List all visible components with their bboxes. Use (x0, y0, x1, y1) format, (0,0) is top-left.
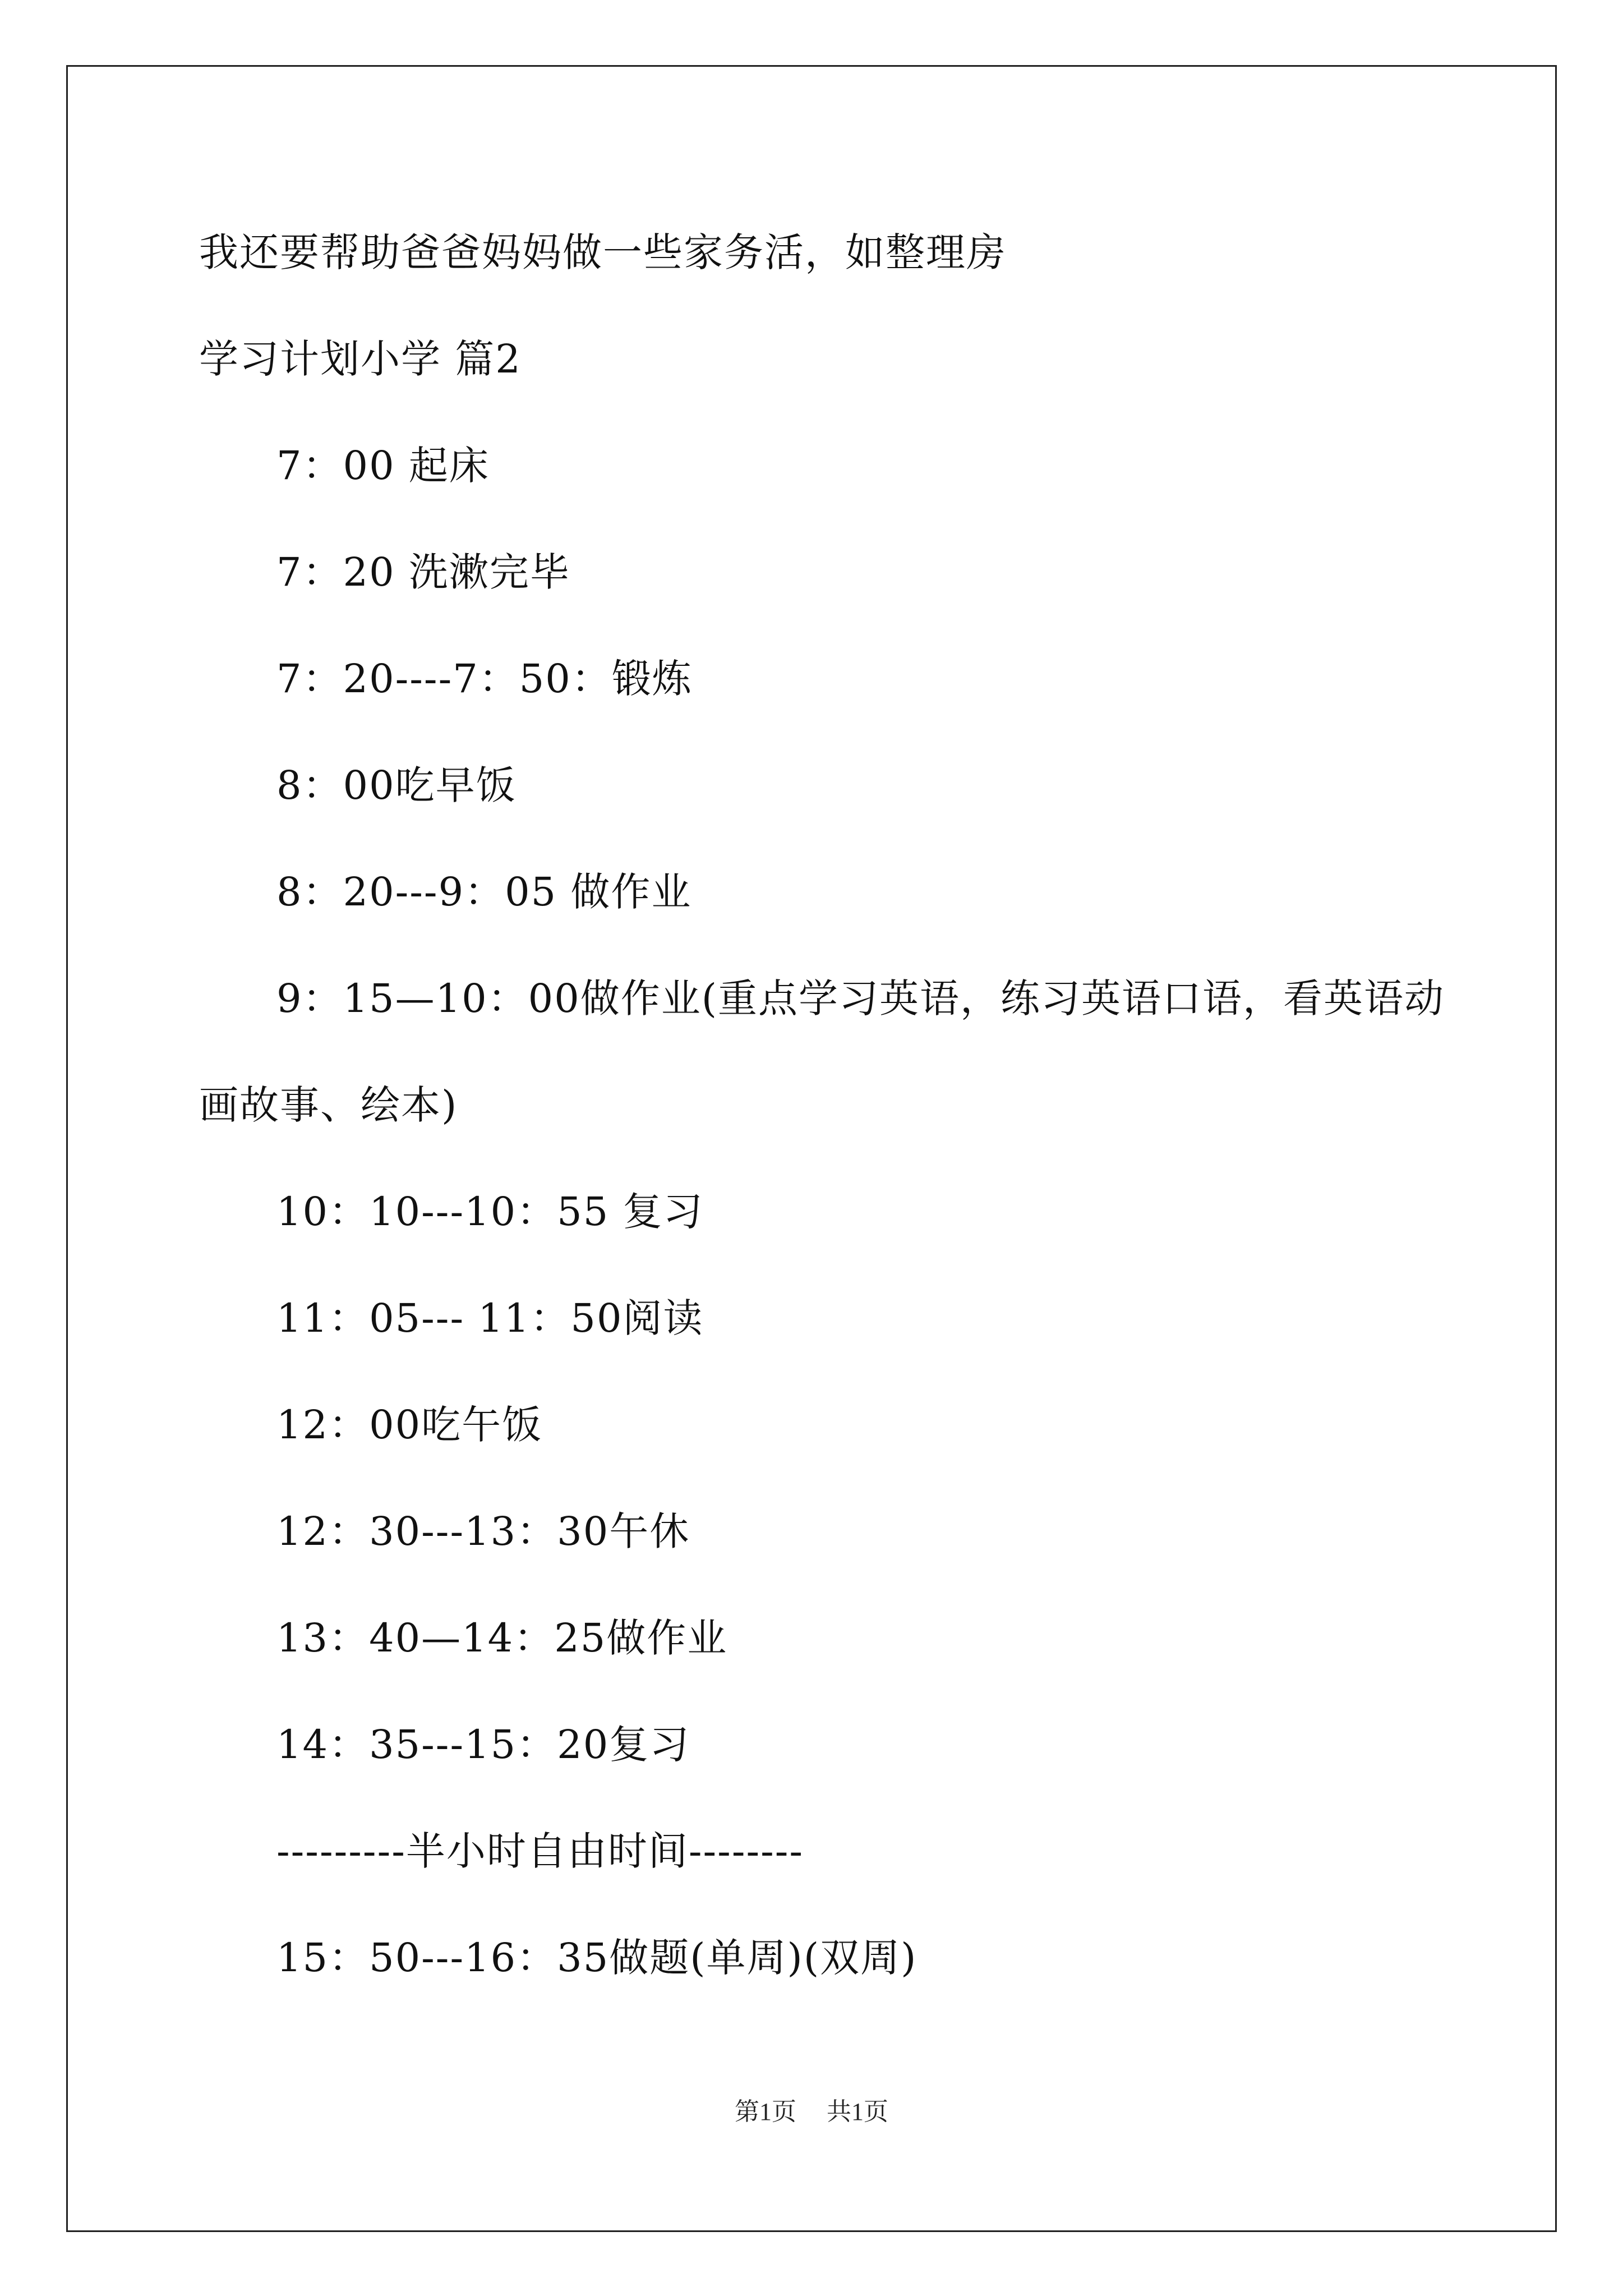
schedule-item: 13：40—14：25做作业 (276, 1615, 728, 1661)
schedule-item: 14：35---15：20复习 (276, 1722, 690, 1768)
page-footer (0, 2095, 1623, 2129)
paragraph-line: 我还要帮助爸爸妈妈做一些家务活，如整理房 (199, 229, 1007, 275)
schedule-item: 12：00吃午饭 (276, 1402, 543, 1448)
schedule-item: 12：30---13：30午休 (276, 1508, 690, 1554)
schedule-item-continuation: 画故事、绘本) (199, 1082, 458, 1128)
page-number: 第1页 (735, 2098, 796, 2125)
schedule-item: 11：05--- 11：50阅读 (276, 1295, 704, 1341)
schedule-item: 7：00 起床 (276, 443, 490, 489)
schedule-item: 7：20----7：50：锻炼 (276, 656, 693, 702)
section-heading: 学习计划小学 篇2 (199, 336, 522, 382)
free-time-divider: ---------半小时自由时间-------- (276, 1828, 804, 1874)
schedule-item: 7：20 洗漱完毕 (276, 549, 570, 595)
page-border (66, 65, 1557, 2232)
schedule-item: 9：15—10：00做作业(重点学习英语，练习英语口语，看英语动 (276, 976, 1445, 1022)
schedule-item: 10：10---10：55 复习 (276, 1189, 704, 1235)
page-total: 共1页 (827, 2098, 888, 2125)
schedule-item: 8：20---9：05 做作业 (276, 869, 692, 915)
schedule-item: 15：50---16：35做题(单周)(双周) (276, 1935, 917, 1981)
schedule-item: 8：00吃早饭 (276, 762, 517, 808)
